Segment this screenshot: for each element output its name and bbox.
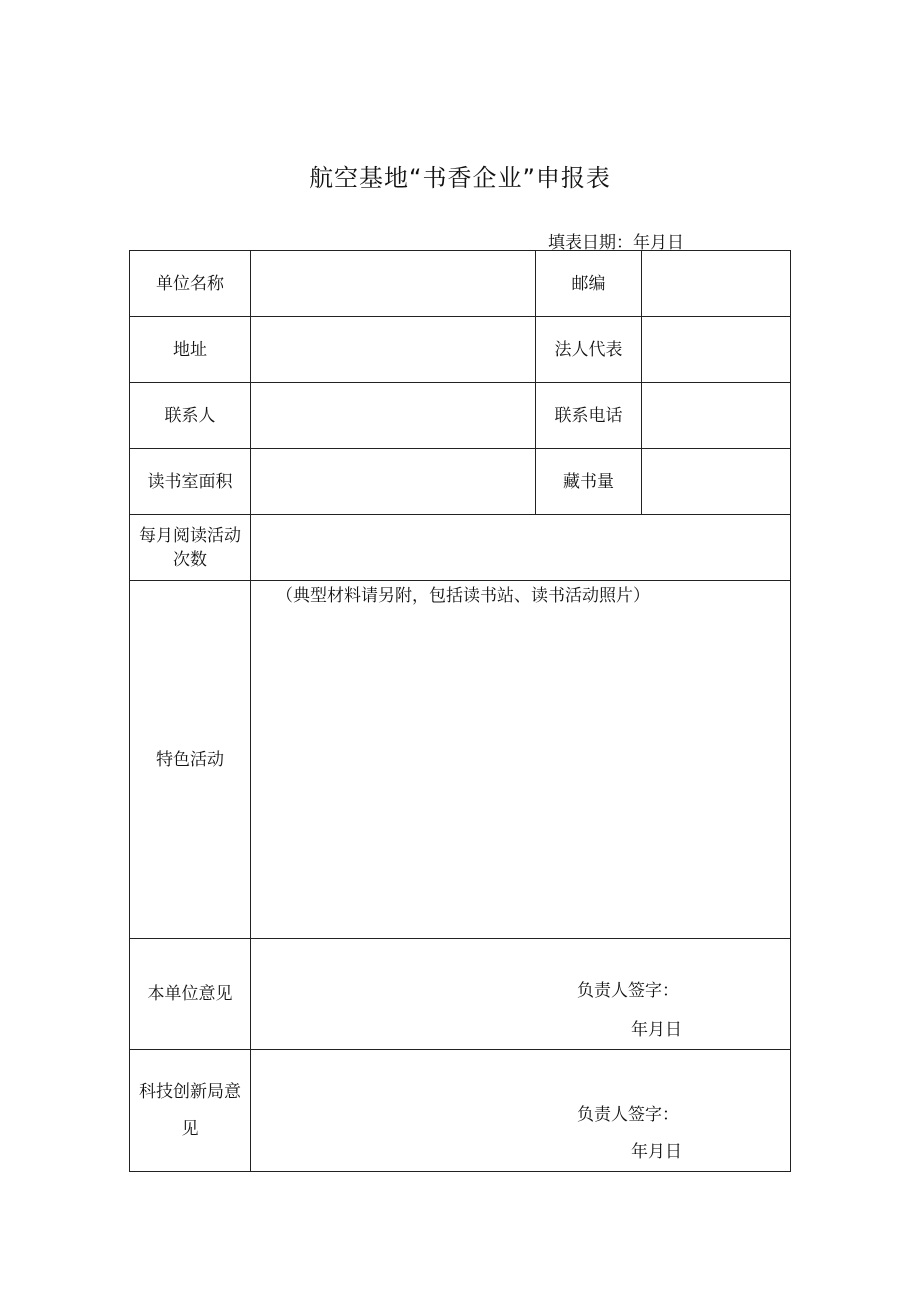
bureau-opinion-field[interactable] [251,1050,791,1172]
postcode-label: 邮编 [536,251,642,317]
unit-opinion-label: 本单位意见 [130,939,251,1050]
unit-opinion-date: 年月日 [631,1020,682,1040]
unit-name-field[interactable] [251,251,536,317]
feature-activity-field[interactable] [251,581,791,939]
table-row [130,449,791,515]
table-row [130,939,791,1050]
contact-label: 联系人 [130,383,251,449]
feature-activity-label: 特色活动 [130,581,251,939]
legal-rep-field[interactable] [642,317,791,383]
legal-rep-label: 法人代表 [536,317,642,383]
reading-room-area-label: 读书室面积 [130,449,251,515]
reading-room-area-field[interactable] [251,449,536,515]
table-row [130,383,791,449]
unit-opinion-field[interactable] [251,939,791,1050]
bureau-opinion-label: 科技创新局意见 [130,1050,251,1172]
page-title: 航空基地“书香企业”申报表 [309,164,611,192]
bureau-opinion-date: 年月日 [631,1142,682,1162]
table-row [130,251,791,317]
unit-opinion-signature: 负责人签字： [577,981,679,1001]
address-label: 地址 [130,317,251,383]
monthly-activity-field[interactable] [251,515,791,581]
table-row [130,581,791,939]
monthly-activity-label: 每月阅读活动次数 [130,515,251,581]
feature-activity-note: （典型材料请另附，包括读书站、读书活动照片） [276,586,650,606]
fill-date: 填表日期：年月日 [548,233,684,253]
bureau-opinion-signature: 负责人签字： [577,1105,679,1125]
book-count-field[interactable] [642,449,791,515]
postcode-field[interactable] [642,251,791,317]
application-form-table [129,250,791,1172]
address-field[interactable] [251,317,536,383]
book-count-label: 藏书量 [536,449,642,515]
table-row [130,515,791,581]
unit-name-label: 单位名称 [130,251,251,317]
phone-label: 联系电话 [536,383,642,449]
table-row [130,1050,791,1172]
contact-field[interactable] [251,383,536,449]
table-row [130,317,791,383]
phone-field[interactable] [642,383,791,449]
